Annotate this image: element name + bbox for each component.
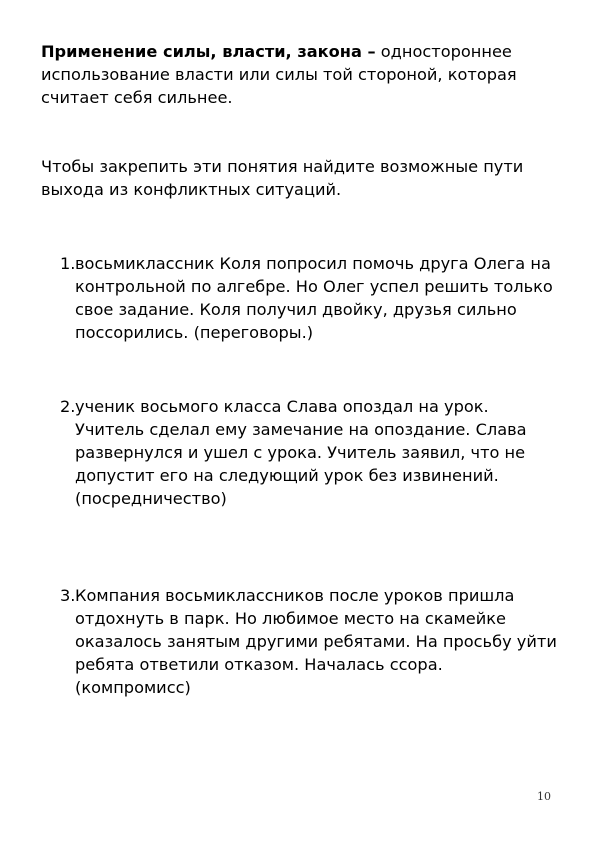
task-text: ученик восьмого класса Слава опоздал на урок. Учитель сделал ему замечание на опоздание. Слава развернулся и ушел с урока. Учитель заявил, что не допустит его на следующий урок без извинений. (посредничество) — [75, 397, 527, 508]
document-page — [41, 40, 561, 699]
task-item-2 — [41, 395, 561, 510]
task-number: 3. — [60, 586, 76, 605]
term-definition: одностороннее использование власти или силы той стороной, которая считает себя сильнее. — [41, 42, 517, 107]
task-item-1 — [41, 252, 561, 344]
term-heading: Применение силы, власти, закона – — [41, 42, 376, 61]
instruction-paragraph: Чтобы закрепить эти понятия найдите возможные пути выхода из конфликтных ситуаций. — [41, 157, 524, 199]
page-number: 10 — [537, 790, 551, 803]
definition-paragraph — [41, 40, 561, 109]
task-text: Компания восьмиклассников после уроков пришла отдохнуть в парк. Но любимое место на скамейке оказалось занятым другими ребятами. На просьбу уйти ребята ответили отказом. Началась ссора. (компромисс) — [75, 586, 557, 697]
task-item-3 — [41, 584, 561, 699]
task-text: восьмиклассник Коля попросил помочь друга Олега на контрольной по алгебре. Но Олег успел решить только свое задание. Коля получил двойку, друзья сильно поссорились. (переговоры.) — [75, 254, 553, 342]
task-number: 2. — [60, 397, 76, 416]
task-number: 1. — [60, 254, 76, 273]
